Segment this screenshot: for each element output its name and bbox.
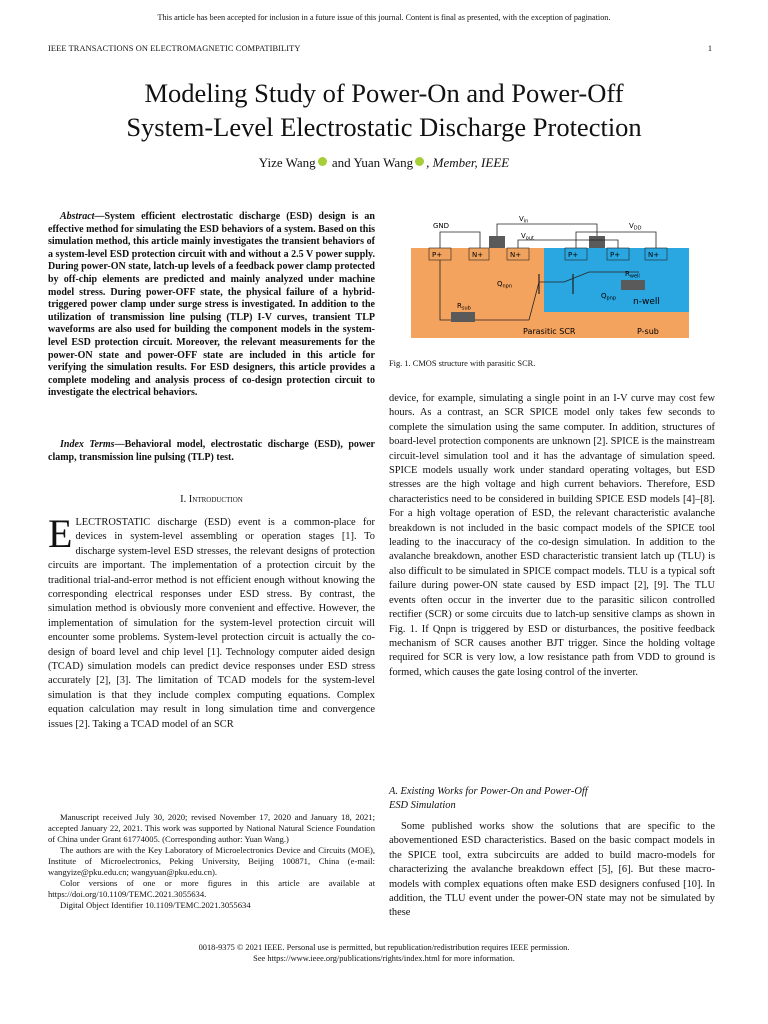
page-number: 1: [707, 44, 712, 53]
footnote-doi: Digital Object Identifier 10.1109/TEMC.2021.3055634: [60, 900, 251, 910]
first-page-footnote: [48, 812, 375, 911]
subsection-paragraph: Some published works show the solutions that are specific to the abovementioned ESD characteristics. Based on the basic compact models in the SPICE tool, extra subcircuits are added to build macro-models for characterizing the avalanche breakdown effect [5], [6]. But these macro-models with complex equations often make ESD designers confused [10]. In addition, the TLU event under the power-ON state may not be simulated by these: [389, 821, 715, 919]
label-rwell: $R_{well}$: [625, 270, 640, 280]
introduction-text: LECTROSTATIC discharge (ESD) event is a common-place for devices in system-level assembling or operation stages [1]. To discharge system-level ESD stresses, the relevant designs of protection circuits are important. The implementation of a protection circuit by the traditional trial-and-error method is not efficient enough without knowing the corresponding electrical responses under ESD stress. By contrast, the simulation method is obviously more convenient and effective. However, the implementation of simulation for the system-level protection circuit will encounter some problems. System-level protection circuit is actually the co-design of board level and chip level [1]. Technology computer aided design (TCAD) simulation models can predict device responses under ESD stress accurately [2], [3]. The limitation of TCAD models for the system-level simulation is that they include complex computing equations. Complex equation calculation may result in long simulation time and convergence issues [2]. Taking a TCAD model of an SCR: [48, 517, 375, 730]
implant-label-p3: P+: [610, 251, 621, 259]
label-vin: $V_{in}$: [519, 215, 529, 225]
nmos-gate: [489, 236, 505, 248]
copyright-line: 0018-9375 © 2021 IEEE. Personal use is permitted, but republication/redistribution requires IEEE permission.: [198, 943, 570, 952]
index-terms-text: —Behavioral model, electrostatic discharge (ESD), power clamp, transmission line pulsing (TLP) test.: [48, 439, 375, 463]
abstract-label: Abstract: [60, 211, 95, 222]
title-line-2: System-Level Electrostatic Discharge Protection: [126, 112, 642, 142]
label-rsub: $R_{sub}$: [457, 302, 471, 312]
author-2: Yuan Wang: [353, 155, 414, 170]
label-gnd: GND: [433, 222, 450, 230]
index-terms: [48, 439, 375, 464]
author-2-membership: , Member, IEEE: [426, 155, 510, 170]
paper-title: [40, 76, 728, 144]
figure-1-cmos-diagram: [389, 212, 715, 344]
orcid-icon[interactable]: [415, 157, 424, 166]
author-1: Yize Wang: [258, 155, 316, 170]
figure-1-caption: Fig. 1. CMOS structure with parasitic SCR.: [389, 359, 536, 368]
implant-label-p1: P+: [432, 251, 443, 259]
implant-label-n2: N+: [510, 251, 522, 259]
implant-label-n3: N+: [648, 251, 660, 259]
acceptance-notice: This article has been accepted for inclusion in a future issue of this journal. Content is final as presented, with the exception of pagination.: [157, 13, 611, 22]
subsection-body: [389, 820, 715, 921]
abstract: [48, 211, 375, 400]
index-terms-label: Index Terms: [60, 439, 115, 450]
footnote-manuscript: Manuscript received July 30, 2020; revised November 17, 2020 and January 18, 2021; accepted January 22, 2021. This work was supported by National Natural Science Foundation of China under Grant 61774005. (Corresponding author: Yuan Wang.): [48, 812, 375, 844]
introduction-body: [48, 511, 375, 732]
cmos-structure-diagram: [389, 212, 715, 344]
rights-url-line: See https://www.ieee.org/publications/rights/index.html for more information.: [253, 954, 515, 963]
resistor-rsub: [451, 312, 475, 322]
author-list: [0, 155, 768, 171]
label-vout: $V_{out}$: [521, 232, 534, 242]
label-parasitic-scr: Parasitic SCR: [523, 327, 576, 336]
subsection-heading: [389, 785, 715, 813]
resistor-rwell: [621, 280, 645, 290]
implant-label-n1: N+: [472, 251, 484, 259]
copyright-footer: [0, 942, 768, 964]
label-p-sub: P-sub: [637, 327, 659, 336]
label-vdd: $V_{DD}$: [629, 222, 642, 232]
author-conjunction: and: [328, 155, 354, 170]
orcid-icon[interactable]: [318, 157, 327, 166]
subsection-heading-line-2: ESD Simulation: [389, 800, 456, 811]
footnote-affiliation: The authors are with the Key Laboratory of Microelectronics Device and Circuits (MOE), Institute of Microelectronics, Peking University, Beijing 100871, China (e-mail: wangyize@pku.edu.cn; wangyuan@pku.edu.cn).: [48, 845, 375, 877]
title-line-1: Modeling Study of Power-On and Power-Off: [144, 78, 624, 108]
drop-cap: E: [48, 511, 73, 556]
section-heading-introduction: I. Introduction: [180, 494, 243, 505]
subsection-heading-line-1: A. Existing Works for Power-On and Power-Off: [389, 786, 588, 797]
label-qpnp: $Q_{pnp}$: [601, 292, 617, 302]
right-column-body: device, for example, simulating a single point in an I-V curve may cost few hours. As a contrast, an SCR SPICE model only takes few seconds to complete the simulation using the same computer. In addition, structures of board-level protection components are unknown [2]. SPICE is the mainstream circuit-level simulation tool and it has the advantage of simulation speed. SPICE models usually work under standard operating voltages, but ESD stresses are the high voltage and high current behaviors. Therefore, ESD characteristics need to be considered in building SPICE ESD models [4]–[8]. For a high voltage operation of ESD, the relevant characteristic avalanche breakdown is not included in the basic compact models of the SPICE tool leading to the inaccuracy of the co-design simulation. In addition to the avalanche breakdown, another ESD characteristic transient latch up (TLU) is also difficult to be simulated in SPICE compact models. TLU is a typical soft failure during power-ON state caused by ESD impact [2], [9]. The TLU events often occur in the inverter due to the parasitic silicon controlled rectifier (SCR) or some circuits due to latch-up sensitive clamps as shown in Fig. 1. If Qnpn is triggered by ESD or disturbances, the positive feedback mechanism of SCR causes another BJT trigger. Since the holding voltage required for SCR is very low, a low resistance path from VDD to ground is formed, which causes the gate losing control of the inverter.: [389, 393, 715, 678]
label-n-well: n-well: [633, 297, 660, 307]
pmos-gate: [589, 236, 605, 248]
journal-running-head: IEEE TRANSACTIONS ON ELECTROMAGNETIC COMPATIBILITY: [48, 44, 301, 53]
label-qnpn: $Q_{npn}$: [497, 280, 513, 290]
implant-label-p2: P+: [568, 251, 579, 259]
footnote-color-versions: Color versions of one or more figures in this article are available at https://doi.org/10.1109/TEMC.2021.3055634.: [48, 878, 375, 899]
abstract-text: —System efficient electrostatic discharge (ESD) design is an effective method for simulating the ESD behaviors of a system. Based on this simulation method, this article mainly investigates the transient behaviors of a system-level ESD protection circuit with and without a 2.5 V power supply. During power-ON state, latch-up levels of a feedback power clamp protected by off-chip elements are predicted and mainly analyzed under machine model stress. During power-OFF state, the physical failure of a hybrid-triggered power clamp under surge stress is investigated. In addition to the utilization of transmission line pulsing (TLP) I-V curves, transient TLP waveforms are also used for building the component models in the system-level ESD protection circuit. Moreover, the relevant measurements for the power-ON state and power-OFF state are included in this article for verifying the simulation results. For ESD designers, this article provides a complete modeling and analysis process of co-design protection circuit to investigate the electrical behaviors.: [48, 211, 375, 399]
